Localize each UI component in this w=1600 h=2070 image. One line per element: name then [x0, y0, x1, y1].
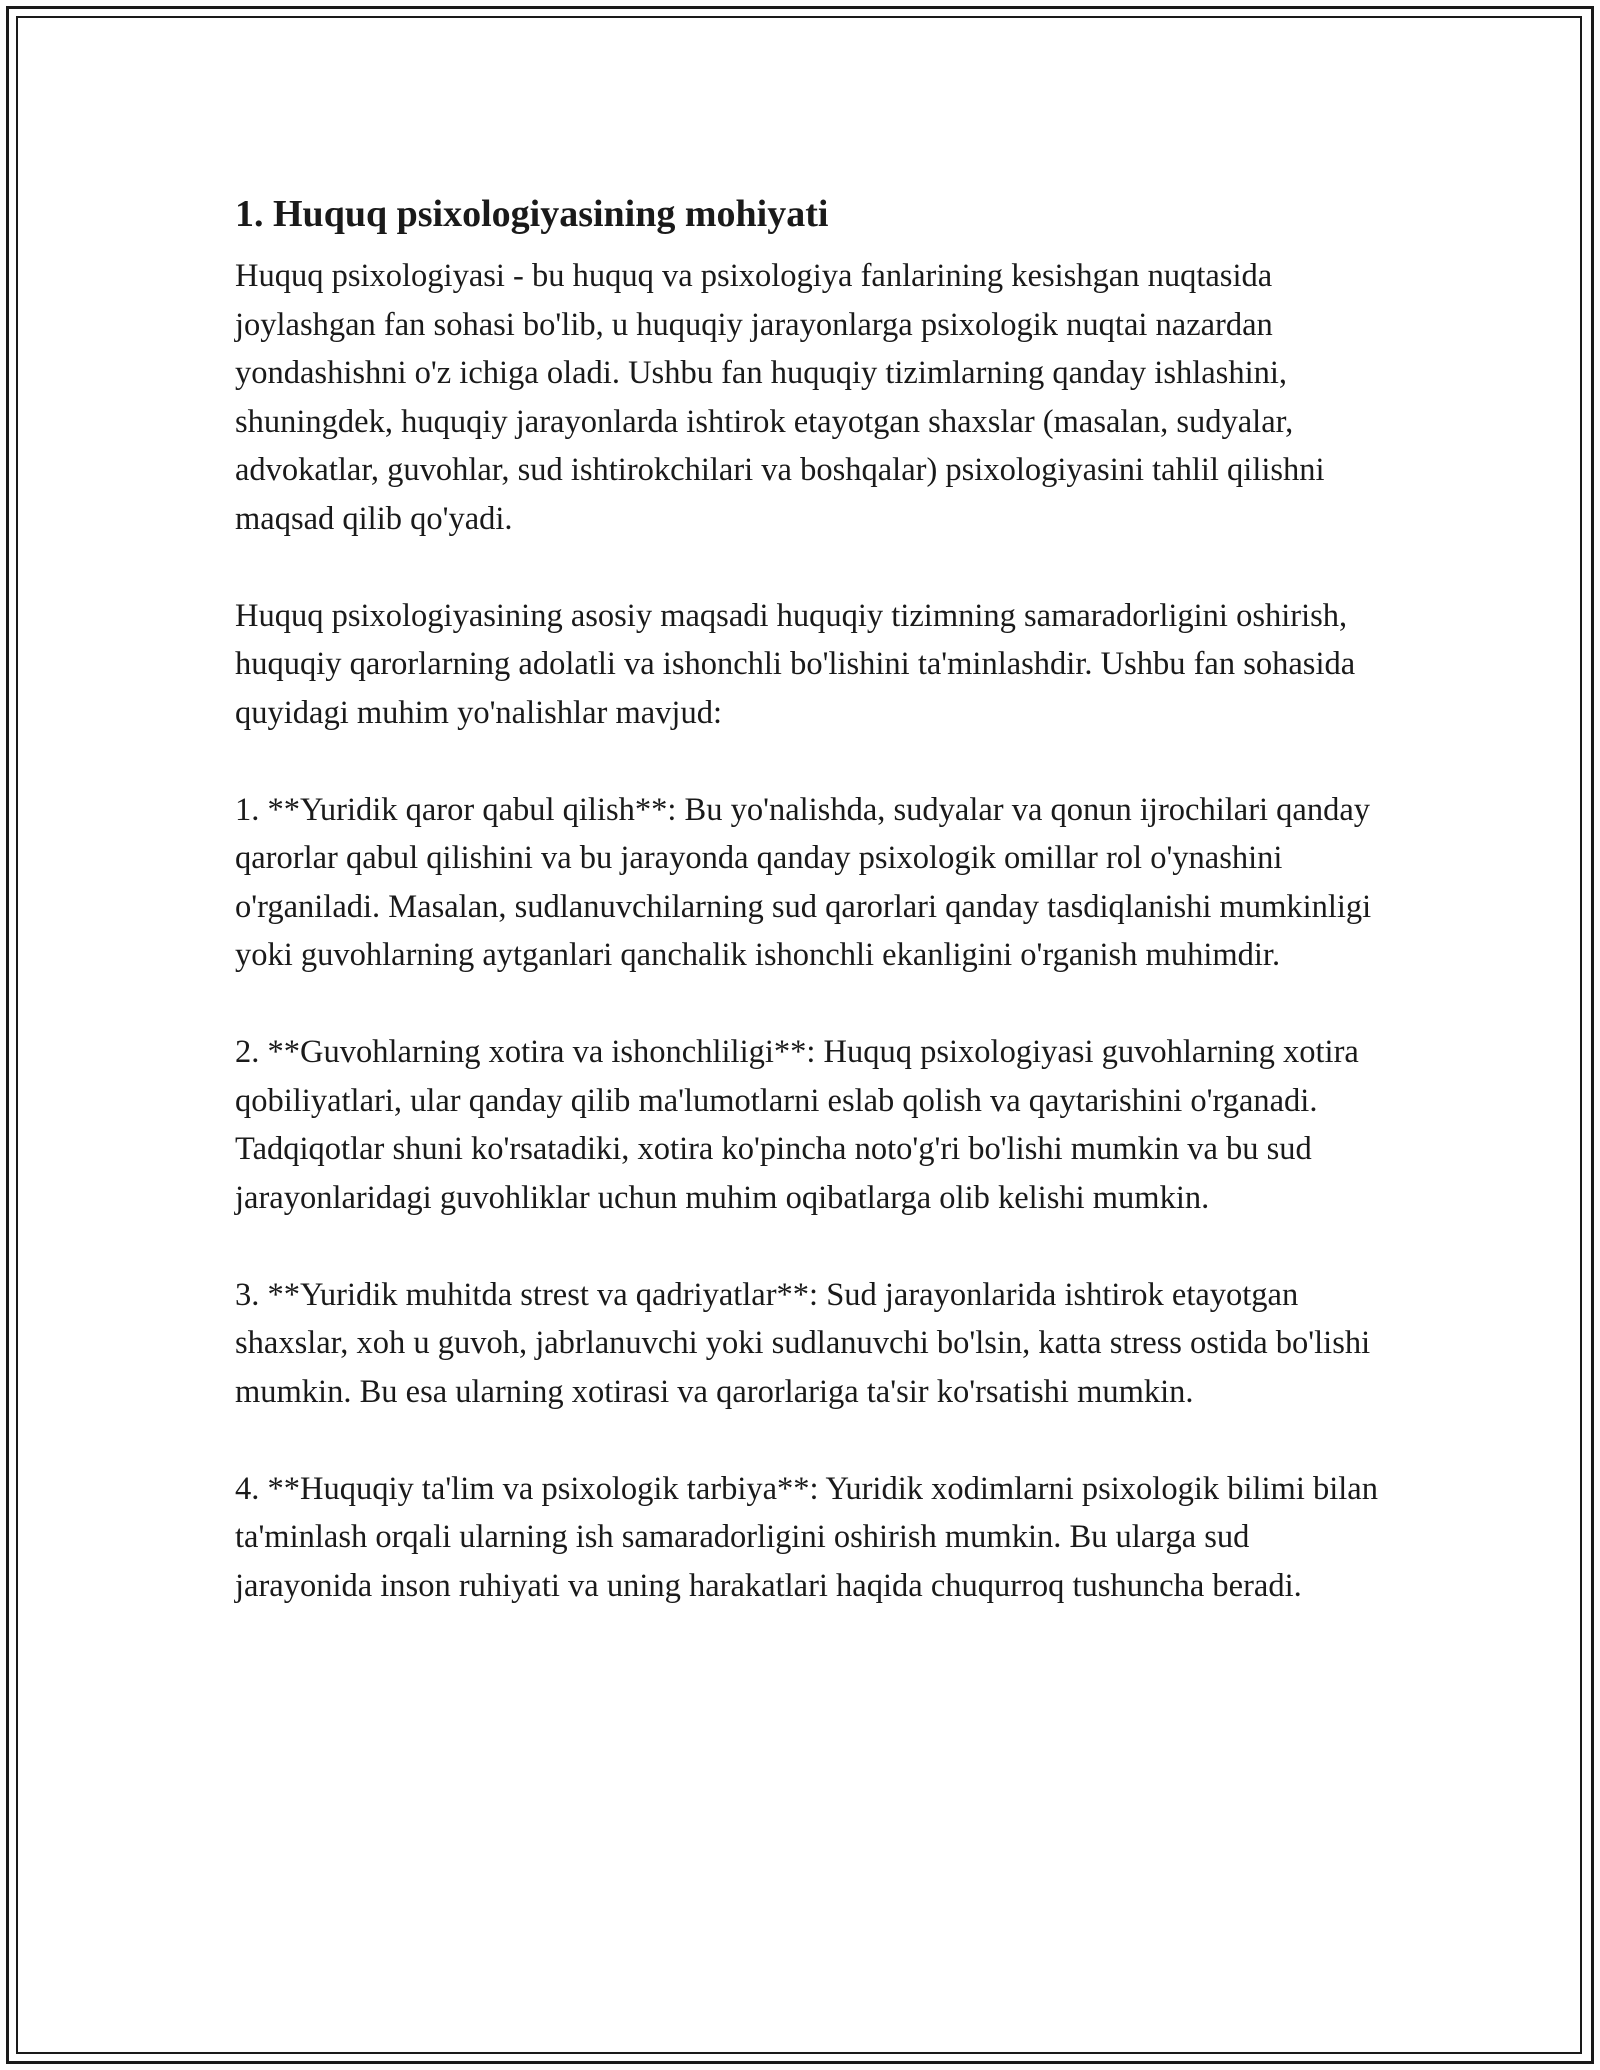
section-heading: 1. Huquq psixologiyasining mohiyati — [235, 193, 829, 235]
document-body — [235, 188, 1385, 1659]
list-item-stress-values: 3. **Yuridik muhitda strest va qadriyatlar**: Sud jarayonlarida ishtirok etayotgan shaxslar, xoh u guvoh, jabrlanuvchi yoki sudlanuvchi bo'lsin, katta stress ostida bo'lishi mumkin. Bu esa ularning xotirasi va qarorlariga ta'sir ko'rsatishi mumkin. — [235, 1276, 1371, 1410]
paragraph-intro: Huquq psixologiyasi - bu huquq va psixologiya fanlarining kesishgan nuqtasida joylashgan fan sohasi bo'lib, u huquqiy jarayonlarga psixologik nuqtai nazardan yondashishni o'z ichiga oladi. Ushbu fan huquqiy tizimlarning qanday ishlashini, shuningdek, huquqiy jarayonlarda ishtirok etayotgan shaxslar (masalan, sudyalar, advokatlar, guvohlar, sud ishtirokchilari va boshqalar) psixologiyasini tahlil qilishni maqsad qilib qo'yadi. — [235, 258, 1325, 537]
list-item-witness-memory: 2. **Guvohlarning xotira va ishonchliligi**: Huquq psixologiyasi guvohlarning xotira qobiliyatlari, ular qanday qilib ma'lumotlarni eslab qolish va qaytarishini o'rganadi. Tadqiqotlar shuni ko'rsatadiki, xotira ko'pincha noto'g'ri bo'lishi mumkin va bu sud jarayonlaridagi guvohliklar uchun muhim oqibatlarga olib kelishi mumkin. — [235, 1034, 1359, 1216]
paragraph-goal: Huquq psixologiyasining asosiy maqsadi huquqiy tizimning samaradorligini oshirish, huquqiy qarorlarning adolatli va ishonchli bo'lishini ta'minlashdir. Ushbu fan sohasida quyidagi muhim yo'nalishlar mavjud: — [235, 597, 1356, 731]
list-item-legal-decision: 1. **Yuridik qaror qabul qilish**: Bu yo'nalishda, sudyalar va qonun ijrochilari qanday qarorlar qabul qilishini va bu jarayonda qanday psixologik omillar rol o'ynashini o'rganiladi. Masalan, sudlanuvchilarning sud qarorlari qanday tasdiqlanishi mumkinligi yoki guvohlarning aytganlari qanchalik ishonchli ekanligini o'rganish muhimdir. — [235, 791, 1372, 973]
list-item-legal-education: 4. **Huquqiy ta'lim va psixologik tarbiya**: Yuridik xodimlarni psixologik bilimi bilan ta'minlash orqali ularning ish samaradorligini oshirish mumkin. Bu ularga sud jarayonida inson ruhiyati va uning harakatlari haqida chuqurroq tushuncha beradi. — [235, 1470, 1378, 1604]
